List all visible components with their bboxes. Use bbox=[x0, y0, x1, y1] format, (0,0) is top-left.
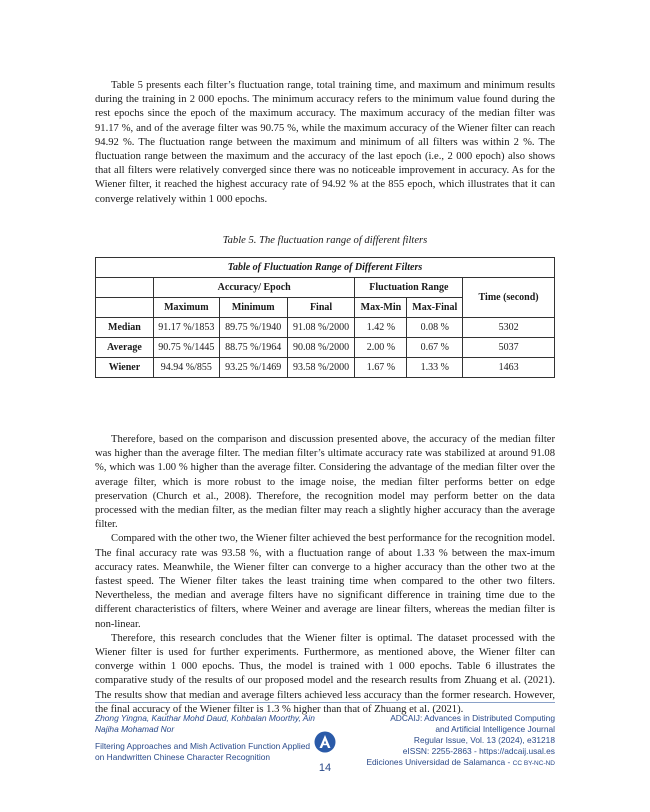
header-accuracy-epoch: Accuracy/ Epoch bbox=[153, 278, 355, 298]
paragraph: Compared with the other two, the Wiener filter achieved the best performance for the recognition model. The final accuracy rate was 93.58 %, with a fluctuation range of about 1.33 % between the max-imum accuracy rates. Meanwhile, the Wiener filter can converge to a higher accuracy than the other two at the fastest speed. The Wiener filter takes the least training time when compared to the other two filters. Nevertheless, the median and average filters have no significant difference in training time due to the different characteristics of filters, where Weiner and average are linear filters, whereas the median filter is non-linear. bbox=[95, 533, 555, 630]
footer-right bbox=[345, 713, 555, 769]
table-cell: 1.67 % bbox=[355, 358, 407, 378]
table-row bbox=[96, 338, 555, 358]
header-max-final: Max-Final bbox=[407, 298, 463, 318]
header-fluctuation-range: Fluctuation Range bbox=[355, 278, 463, 298]
table-cell: 94.94 %/855 bbox=[153, 358, 219, 378]
footer-left bbox=[95, 713, 315, 763]
table-cell: 88.75 %/1964 bbox=[219, 338, 287, 358]
table-row bbox=[96, 318, 555, 338]
header-minimum: Minimum bbox=[219, 298, 287, 318]
footer-paper-title: Filtering Approaches and Mish Activation Function Applied on Handwritten Chinese Character Recognition bbox=[95, 741, 311, 762]
table-cell: 93.58 %/2000 bbox=[287, 358, 355, 378]
table-cell: 5302 bbox=[463, 318, 555, 338]
paragraph: Therefore, this research concludes that the Wiener filter is optimal. The dataset processed with the Wiener filter is used for further experiments. Furthermore, as mentioned above, the Wiener filter can converge within 1 000 epochs. Thus, the model is trained with 1 000 epochs. Table 6 illustrates the comparative study of the results of our proposed model and the research results from Zhuang et al. (2021). The results show that median and average filters achieved less accuracy than the former research. However, the final accuracy of the Wiener filter is 1.3 % higher than that of Zhuang et al. (2021). bbox=[95, 632, 555, 715]
journal-issn: eISSN: 2255-2863 - https://adcaij.usal.es bbox=[402, 746, 555, 756]
paragraph: Therefore, based on the comparison and discussion presented above, the accuracy of the median filter was higher than the average filter. The median filter’s ultimate accuracy rate was stabilized at around 91.08 %, which was 1.00 % higher than the average filter. Considering the advantage of the median filter over the average filter, which is more robust to the image noise, the median filter performs better on edge preservation (Church et al., 2008). Therefore, the recognition model may perform better on the data processed with the median filter, as the median filter may reach a slightly higher accuracy than the average filter. bbox=[95, 434, 555, 531]
paragraph: Table 5 presents each filter’s fluctuation range, total training time, and maximum and minimum results during the training in 2 000 epochs. The minimum accuracy refers to the minimum value found during the rest epochs since the epoch of the maximum accuracy. The maximum accuracy of the median filter was 91.17 %, and of the average filter was 90.75 %, while the maximum accuracy of the Wiener filter can reach 94.92 %. The fluctuation range between the maximum and minimum of all filters was within 2 %. The fluctuation range between the maximum and the accuracy of the last epoch (i.e., 2 000 epoch) also shows that all filters were relatively converged since there was no noticeable improvement in accuracy. As for the Wiener filter, it reached the highest accuracy rate of 94.92 % at the 855 epoch, which illustrates that it can converge relatively within 1 000 epochs. bbox=[95, 80, 555, 205]
header-final: Final bbox=[287, 298, 355, 318]
footer-divider bbox=[95, 702, 555, 703]
journal-logo-icon bbox=[314, 731, 336, 753]
table-caption: Table 5. The fluctuation range of different filters bbox=[222, 235, 428, 246]
table-cell: 89.75 %/1940 bbox=[219, 318, 287, 338]
header-maximum: Maximum bbox=[153, 298, 219, 318]
journal-name-line1: ADCAIJ: Advances in Distributed Computing bbox=[390, 713, 555, 723]
footer-authors: Zhong Yingna, Kauthar Mohd Daud, Kohbalan Moorthy, Ain Najiha Mohamad Nor bbox=[95, 713, 315, 734]
header-time: Time (second) bbox=[463, 278, 555, 318]
table-title: Table of Fluctuation Range of Different Filters bbox=[96, 258, 555, 278]
table-cell: 2.00 % bbox=[355, 338, 407, 358]
page-number: 14 bbox=[318, 762, 332, 774]
fluctuation-table bbox=[95, 257, 555, 378]
journal-issue: Regular Issue, Vol. 13 (2024), e31218 bbox=[413, 735, 555, 745]
row-label: Median bbox=[96, 318, 154, 338]
header-max-min: Max-Min bbox=[355, 298, 407, 318]
table-header-empty bbox=[96, 298, 154, 318]
table-cell: 91.17 %/1853 bbox=[153, 318, 219, 338]
body-text-top bbox=[95, 79, 555, 207]
table-cell: 5037 bbox=[463, 338, 555, 358]
table-row bbox=[96, 358, 555, 378]
table-cell: 90.08 %/2000 bbox=[287, 338, 355, 358]
row-label: Average bbox=[96, 338, 154, 358]
body-text-bottom bbox=[95, 433, 555, 717]
table-cell: 1463 bbox=[463, 358, 555, 378]
table-cell: 90.75 %/1445 bbox=[153, 338, 219, 358]
publisher-line bbox=[345, 757, 555, 769]
publisher-name: Ediciones Universidad de Salamanca - bbox=[366, 757, 511, 767]
table-cell: 0.08 % bbox=[407, 318, 463, 338]
license-badge: CC BY-NC-ND bbox=[512, 760, 555, 767]
table-header-empty bbox=[96, 278, 154, 298]
table-cell: 93.25 %/1469 bbox=[219, 358, 287, 378]
journal-name-line2: and Artificial Intelligence Journal bbox=[435, 724, 555, 734]
row-label: Wiener bbox=[96, 358, 154, 378]
table-cell: 91.08 %/2000 bbox=[287, 318, 355, 338]
table-cell: 1.33 % bbox=[407, 358, 463, 378]
table-cell: 1.42 % bbox=[355, 318, 407, 338]
table-cell: 0.67 % bbox=[407, 338, 463, 358]
